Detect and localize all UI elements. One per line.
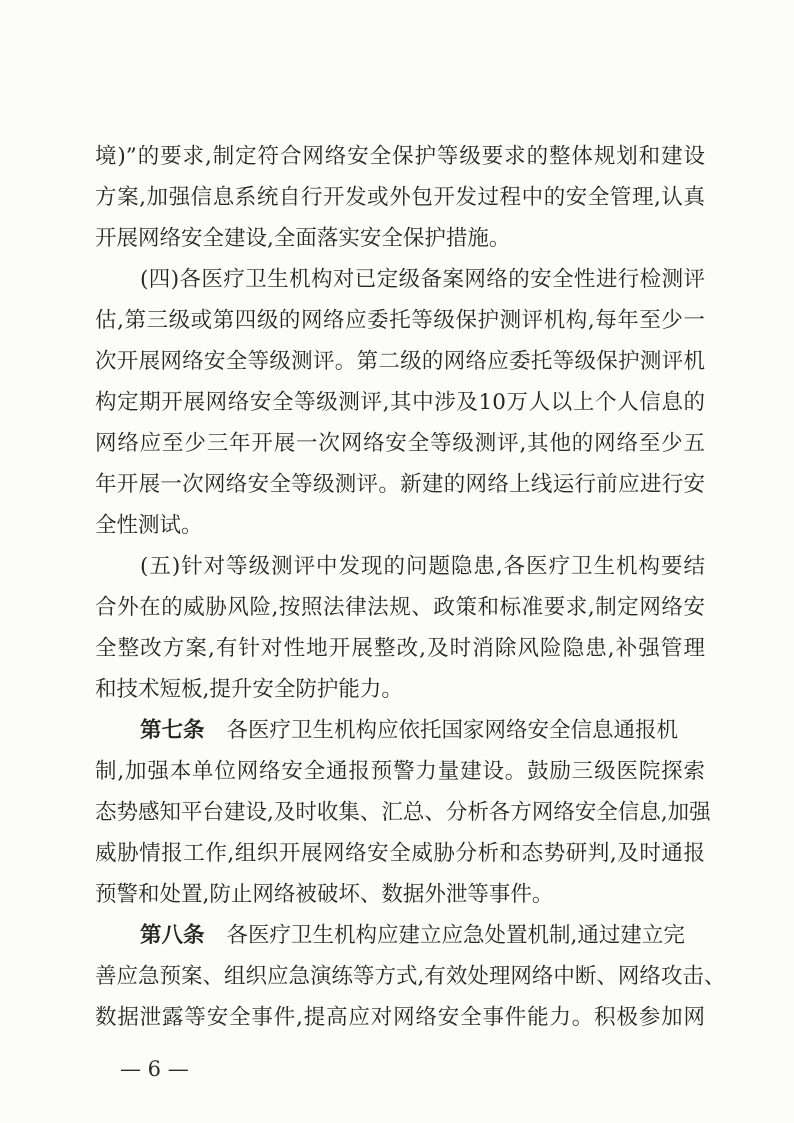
text-line: 年开展一次网络安全等级测评。新建的网络上线运行前应进行安 bbox=[95, 472, 705, 497]
text-line: 开展网络安全建设,全面落实安全保护措施。 bbox=[95, 226, 511, 251]
text-line: (五)针对等级测评中发现的问题隐患,各医疗卫生机构要结 bbox=[140, 554, 705, 579]
text-line: 制,加强本单位网络安全通报预警力量建设。鼓励三级医院探索 bbox=[95, 759, 705, 784]
text-line: 全整改方案,有针对性地开展整改,及时消除风险隐患,补强管理 bbox=[95, 636, 705, 661]
article-7-line bbox=[140, 711, 705, 751]
text-line: 和技术短板,提升安全防护能力。 bbox=[95, 677, 403, 702]
text-line: 态势感知平台建设,及时收集、汇总、分析各方网络安全信息,加强 bbox=[95, 800, 711, 825]
article-7-text: 各医疗卫生机构应依托国家网络安全信息通报机 bbox=[226, 718, 679, 743]
text-line: 合外在的威胁风险,按照法律法规、政策和标准要求,制定网络安 bbox=[95, 595, 705, 620]
article-8-heading: 第八条 bbox=[140, 923, 205, 948]
text-line: 预警和处置,防止网络被破坏、数据外泄等事件。 bbox=[95, 882, 554, 907]
text-line: 估,第三级或第四级的网络应委托等级保护测评机构,每年至少一 bbox=[95, 308, 705, 333]
article-8-line bbox=[140, 916, 705, 956]
text-line: 方案,加强信息系统自行开发或外包开发过程中的安全管理,认真 bbox=[95, 185, 705, 210]
text-line: 威胁情报工作,组织开展网络安全威胁分析和态势研判,及时通报 bbox=[95, 841, 705, 866]
article-8-text: 各医疗卫生机构应建立应急处置机制,通过建立完 bbox=[226, 923, 685, 948]
text-line: (四)各医疗卫生机构对已定级备案网络的安全性进行检测评 bbox=[140, 267, 705, 292]
text-line: 境)”的要求,制定符合网络安全保护等级要求的整体规划和建设 bbox=[95, 144, 705, 169]
text-line: 善应急预案、组织应急演练等方式,有效处理网络中断、网络攻击、 bbox=[95, 964, 726, 989]
article-7-heading: 第七条 bbox=[140, 718, 205, 743]
text-line: 网络应至少三年开展一次网络安全等级测评,其他的网络至少五 bbox=[95, 431, 705, 456]
text-line: 构定期开展网络安全等级测评,其中涉及10万人以上个人信息的 bbox=[95, 390, 705, 415]
page-number: — 6 — bbox=[120, 1057, 189, 1081]
text-line: 次开展网络安全等级测评。第二级的网络应委托等级保护测评机 bbox=[95, 349, 705, 374]
text-line: 全性测试。 bbox=[95, 513, 203, 538]
text-line: 数据泄露等安全事件,提高应对网络安全事件能力。积极参加网 bbox=[95, 1005, 705, 1030]
